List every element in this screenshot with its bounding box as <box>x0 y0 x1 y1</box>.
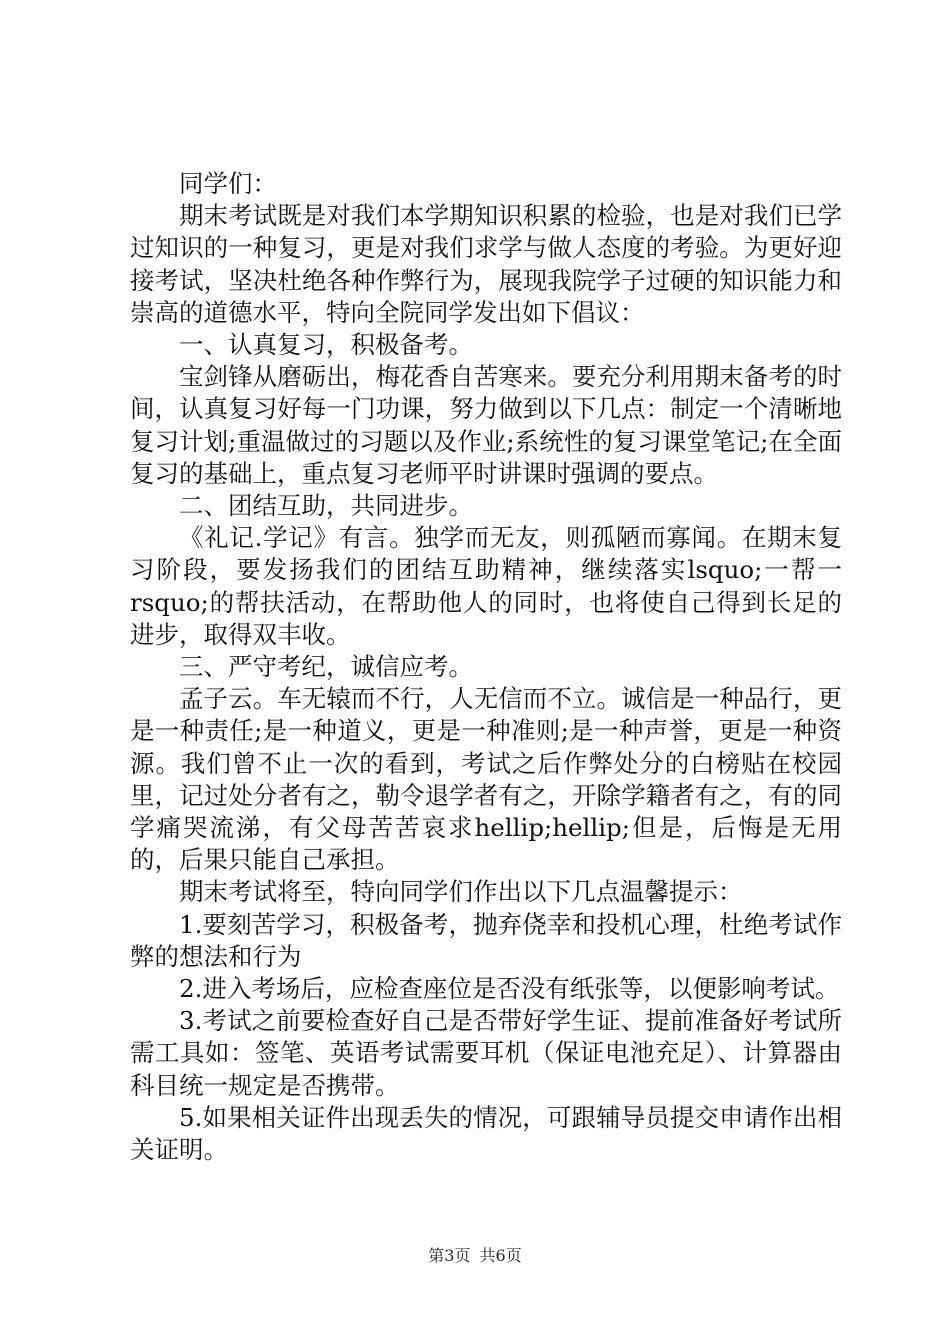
tips-intro: 期末考试将至，特向同学们作出以下几点温馨提示： <box>179 877 743 907</box>
section-heading-3: 三、严守考纪，诚信应考。 <box>179 652 473 682</box>
tip-item-1: 1.要刻苦学习，积极备考，抛弃侥幸和投机心理，杜绝考试作弊的想法和行为 <box>130 909 842 971</box>
section-heading-1: 一、认真复习，积极备考。 <box>179 330 473 360</box>
tip-item-2: 2.进入考场后，应检查座位是否没有纸张等，以便影响考试。 <box>179 974 840 1004</box>
section-paragraph-2: 《礼记.学记》有言。独学而无友，则孤陋而寡闻。在期末复习阶段，要发扬我们的团结互助精神，继续落实lsquo;一帮一rsquo;的帮扶活动，在帮助他人的同时，也将使自己得到长足的进步，取得双丰收。 <box>130 523 842 649</box>
page-footer <box>0 1243 950 1266</box>
salutation: 同学们： <box>179 169 277 198</box>
section-heading-2: 二、团结互助，共同进步。 <box>179 491 473 521</box>
section-paragraph-1: 宝剑锋从磨砺出，梅花香自苦寒来。要充分利用期末备考的时间，认真复习好每一门功课，努力做到以下几点：制定一个清晰地复习计划;重温做过的习题以及作业;系统性的复习课堂笔记;在全面复习的基础上，重点复习老师平时讲课时强调的要点。 <box>130 362 842 488</box>
intro-paragraph: 期末考试既是对我们本学期知识积累的检验，也是对我们已学过知识的一种复习，更是对我们求学与做人态度的考验。为更好迎接考试，坚决杜绝各种作弊行为，展现我院学子过硬的知识能力和崇高的道德水平，特向全院同学发出如下倡议： <box>130 201 842 327</box>
page-number: 第3页 <box>428 1246 471 1265</box>
page-total: 共6页 <box>479 1246 522 1265</box>
section-paragraph-3: 孟子云。车无辕而不行，人无信而不立。诚信是一种品行，更是一种责任;是一种道义，更是一种准则;是一种声誉，更是一种资源。我们曾不止一次的看到，考试之后作弊处分的白榜贴在校园里，记过处分者有之，勒令退学者有之，开除学籍者有之，有的同学痛哭流涕，有父母苦苦哀求hellip;hellip;但是，后悔是无用的，后果只能自己承担。 <box>130 684 842 875</box>
tip-item-3: 3.考试之前要检查好自己是否带好学生证、提前准备好考试所需工具如：签笔、英语考试需要耳机（保证电池充足）、计算器由科目统一规定是否携带。 <box>130 1006 842 1100</box>
document-body <box>130 168 842 1166</box>
tip-item-5: 5.如果相关证件出现丢失的情况，可跟辅导员提交申请作出相关证明。 <box>130 1102 842 1165</box>
